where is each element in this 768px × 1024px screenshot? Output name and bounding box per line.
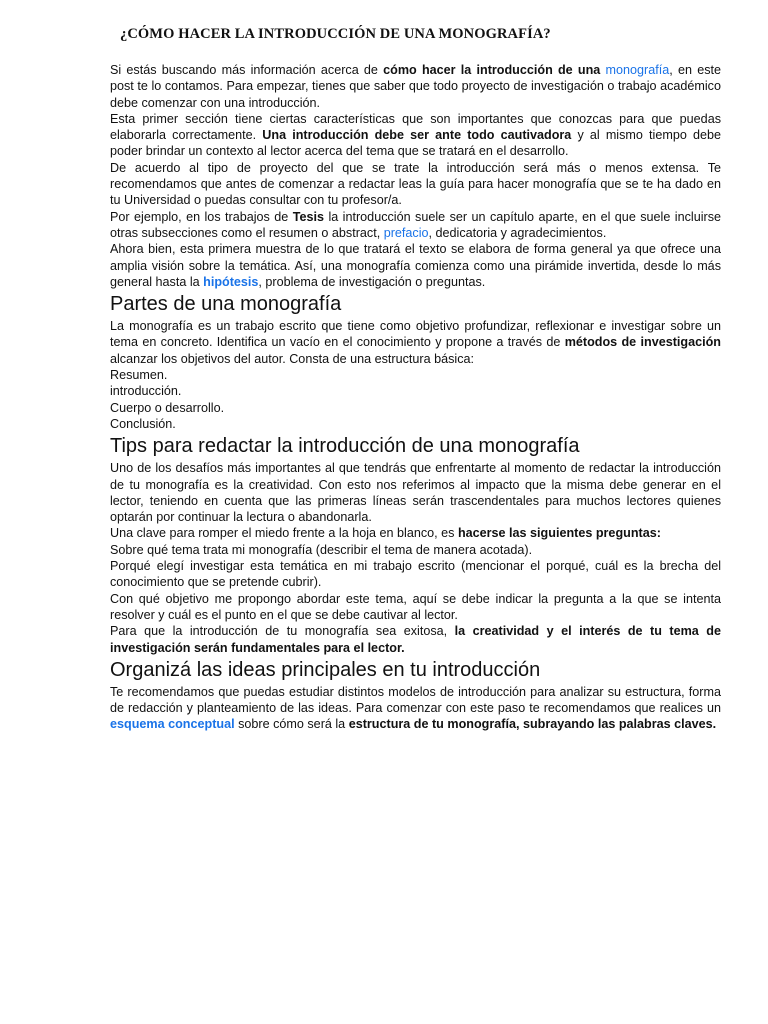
link-prefacio[interactable]: prefacio bbox=[383, 225, 429, 240]
text: , en este post te lo contamos. Para empezar, tienes que saber que todo proyecto de investigación o trabajo académico debe comenzar con una introducción. bbox=[110, 63, 722, 110]
text: Por ejemplo, en los trabajos de bbox=[110, 209, 293, 224]
text: Te recomendamos que puedas estudiar distintos modelos de introducción para analizar su estructura, forma de redacción y planteamiento de las ideas. Para comenzar con este paso te recomendamos que realices un bbox=[110, 684, 721, 716]
text: Para que la introducción de tu monografía sea exitosa, bbox=[110, 624, 455, 639]
link-esquema-conceptual[interactable]: esquema conceptual bbox=[110, 717, 235, 732]
bold-text: Tesis bbox=[292, 209, 325, 224]
intro-paragraph-4 bbox=[110, 209, 721, 242]
list-item: Cuerpo o desarrollo. bbox=[110, 400, 225, 415]
text: Si estás buscando más información acerca de bbox=[110, 63, 384, 77]
intro-paragraph-3: De acuerdo al tipo de proyecto del que se trate la introducción será más o menos extensa. Te recomendamos que antes de comenzar a redactar leas la guía para hacer monografía que se te ha dado en tu Universidad o puedas consultar con tu profesor/a. bbox=[110, 160, 721, 208]
text: y al mismo tiempo debe poder brindar un contexto al lector acerca del tema que se tratará en el desarrollo. bbox=[110, 128, 721, 159]
text: La monografía es un trabajo escrito que tiene como objetivo profundizar, reflexionar e investigar sobre un tema en concreto. Identifica un vacío en el conocimiento y propone a través de bbox=[110, 319, 721, 350]
document-title: ¿CÓMO HACER LA INTRODUCCIÓN DE UNA MONOGRAFÍA? bbox=[120, 26, 551, 42]
tips-paragraph-1: Uno de los desafíos más importantes al que tendrás que enfrentarte al momento de redactar la introducción de tu monografía es la creatividad. Con esto nos referimos al impacto que la misma debe generar en el lector, teniendo en cuenta que las primeras líneas serán trascendentales para muchos lectores quienes optarán por continuar la lectura o abandonarla. bbox=[110, 461, 721, 525]
text: Una clave para romper el miedo frente a la hoja en blanco, es bbox=[110, 526, 458, 541]
text: sobre cómo será la bbox=[234, 717, 349, 732]
tips-paragraph-3: Sobre qué tema trata mi monografía (describir el tema de manera acotada). bbox=[110, 542, 533, 557]
organize-paragraph-1 bbox=[110, 684, 721, 733]
text: , dedicatoria y agradecimientos. bbox=[428, 225, 607, 240]
heading-partes: Partes de una monografía bbox=[110, 293, 342, 316]
text: Ahora bien, esta primera muestra de lo que tratará el texto se elabora de forma general ya que ofrece una amplia visión sobre la temática. Así, una monografía comienza como una pirámide invertida, desde lo más general hasta la bbox=[110, 242, 721, 289]
text: , problema de investigación o preguntas. bbox=[258, 274, 486, 289]
text: Esta primer sección tiene ciertas características que son importantes que conozcas para que puedas elaborarla correctamente. bbox=[110, 111, 721, 143]
intro-paragraph-2 bbox=[110, 111, 721, 160]
bold-text: cómo hacer la introducción de una bbox=[383, 63, 601, 77]
tips-paragraph-5: Con qué objetivo me propongo abordar este tema, aquí se debe indicar la pregunta a la que se intenta resolver y cuál es el punto en el que se debe cautivar al lector. bbox=[110, 591, 721, 622]
tips-paragraph-4: Porqué elegí investigar esta temática en mi trabajo escrito (mencionar el porqué, cuál es la brecha del conocimiento que se pretende cubrir). bbox=[110, 559, 721, 590]
bold-text: estructura de tu monografía, subrayando las palabras claves. bbox=[348, 717, 717, 732]
document-page bbox=[110, 24, 721, 733]
heading-tips: Tips para redactar la introducción de una monografía bbox=[110, 435, 580, 458]
list-item: Resumen. bbox=[110, 368, 168, 383]
link-monografia[interactable]: monografía bbox=[605, 63, 670, 77]
text: la introducción suele ser un capítulo aparte, en el que suele incluirse otras subsecciones como el resumen o abstract, bbox=[110, 209, 721, 240]
list-item: Conclusión. bbox=[110, 416, 176, 431]
tips-paragraph-2 bbox=[110, 525, 721, 541]
bold-text: métodos de investigación bbox=[564, 335, 721, 350]
link-hipotesis[interactable]: hipótesis bbox=[203, 274, 259, 289]
list-item: introducción. bbox=[110, 384, 182, 399]
bold-text: la creatividad y el interés de tu tema de investigación serán fundamentales para el lector. bbox=[110, 624, 721, 655]
bold-text: hacerse las siguientes preguntas: bbox=[457, 526, 661, 541]
tips-paragraph-6 bbox=[110, 623, 721, 656]
parts-paragraph-1 bbox=[110, 318, 721, 367]
heading-organiza: Organizá las ideas principales en tu introducción bbox=[110, 658, 541, 681]
text: alcanzar los objetivos del autor. Consta de una estructura básica: bbox=[110, 351, 475, 366]
intro-paragraph-1 bbox=[110, 62, 721, 111]
intro-paragraph-5 bbox=[110, 241, 721, 290]
bold-text: Una introducción debe ser ante todo cautivadora bbox=[262, 128, 572, 143]
